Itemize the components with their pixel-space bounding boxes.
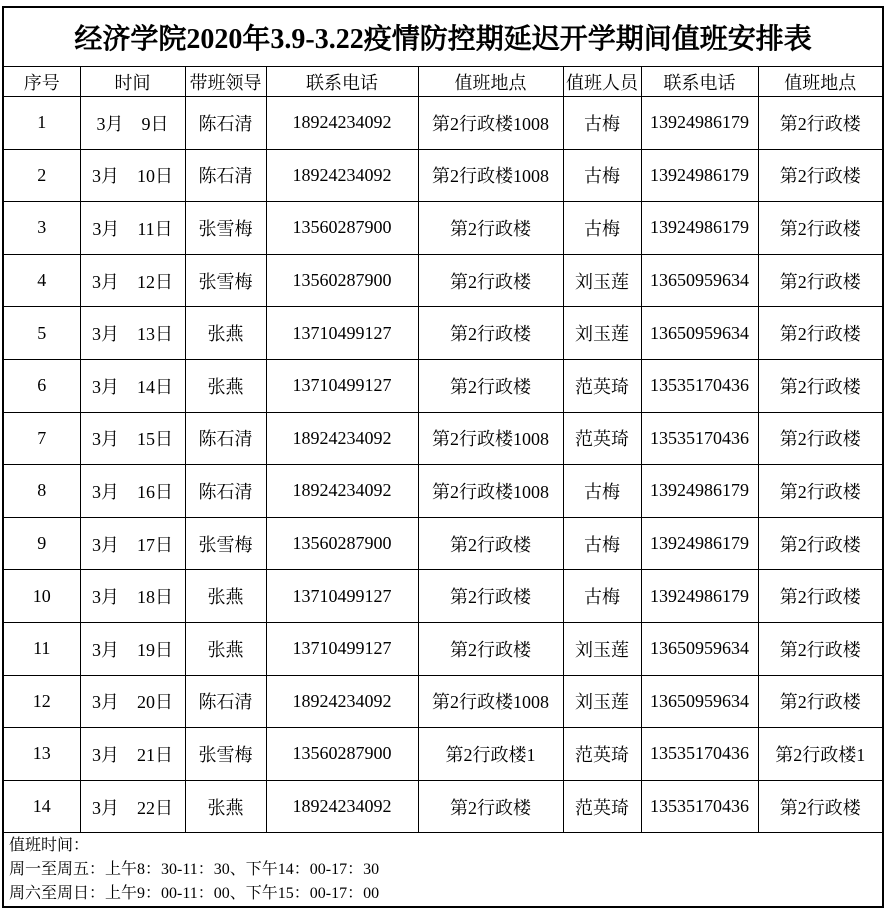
cell: 张燕 — [185, 780, 266, 833]
cell: 张雪梅 — [185, 202, 266, 255]
table-row — [3, 149, 883, 202]
cell: 范英琦 — [563, 728, 641, 781]
cell: 古梅 — [563, 570, 641, 623]
duty-hours-note — [3, 833, 883, 908]
cell: 第2行政楼 — [418, 570, 563, 623]
table-row — [3, 202, 883, 255]
cell: 13535170436 — [641, 728, 758, 781]
duty-hours-title: 值班时间： — [9, 836, 90, 854]
column-header: 值班地点 — [418, 67, 563, 97]
cell: 3月 22日 — [80, 780, 185, 833]
cell: 第2行政楼 — [758, 465, 883, 518]
cell: 13560287900 — [266, 517, 418, 570]
cell: 3月 13日 — [80, 307, 185, 360]
cell: 3月 20日 — [80, 675, 185, 728]
cell: 第2行政楼 — [418, 254, 563, 307]
table-row — [3, 728, 883, 781]
cell: 13924986179 — [641, 465, 758, 518]
cell: 5 — [3, 307, 80, 360]
cell: 第2行政楼 — [758, 97, 883, 150]
cell: 张雪梅 — [185, 254, 266, 307]
cell: 9 — [3, 517, 80, 570]
footer-row — [3, 833, 883, 908]
cell: 2 — [3, 149, 80, 202]
cell: 张燕 — [185, 622, 266, 675]
cell: 第2行政楼 — [418, 359, 563, 412]
cell: 第2行政楼 — [758, 412, 883, 465]
column-header: 联系电话 — [266, 67, 418, 97]
cell: 13535170436 — [641, 359, 758, 412]
cell: 第2行政楼1008 — [418, 97, 563, 150]
cell: 3月 17日 — [80, 517, 185, 570]
cell: 3 — [3, 202, 80, 255]
table-body — [3, 97, 883, 833]
cell: 第2行政楼1 — [418, 728, 563, 781]
cell: 3月 9日 — [80, 97, 185, 150]
cell: 第2行政楼 — [758, 359, 883, 412]
page-title: 经济学院2020年3.9-3.22疫情防控期延迟开学期间值班安排表 — [3, 7, 883, 67]
cell: 第2行政楼 — [418, 517, 563, 570]
column-header: 值班人员 — [563, 67, 641, 97]
cell: 1 — [3, 97, 80, 150]
cell: 张雪梅 — [185, 728, 266, 781]
duty-schedule-table — [2, 6, 884, 908]
cell: 13650959634 — [641, 254, 758, 307]
cell: 第2行政楼 — [758, 570, 883, 623]
cell: 3月 16日 — [80, 465, 185, 518]
table-row — [3, 517, 883, 570]
column-header: 值班地点 — [758, 67, 883, 97]
cell: 3月 12日 — [80, 254, 185, 307]
cell: 古梅 — [563, 465, 641, 518]
cell: 第2行政楼1008 — [418, 465, 563, 518]
cell: 第2行政楼 — [758, 254, 883, 307]
header-row — [3, 67, 883, 97]
cell: 第2行政楼 — [418, 202, 563, 255]
cell: 8 — [3, 465, 80, 518]
cell: 13650959634 — [641, 307, 758, 360]
cell: 第2行政楼 — [758, 307, 883, 360]
cell: 7 — [3, 412, 80, 465]
cell: 13924986179 — [641, 517, 758, 570]
cell: 13710499127 — [266, 570, 418, 623]
cell: 13650959634 — [641, 675, 758, 728]
cell: 14 — [3, 780, 80, 833]
cell: 陈石清 — [185, 97, 266, 150]
cell: 18924234092 — [266, 97, 418, 150]
cell: 刘玉莲 — [563, 307, 641, 360]
cell: 18924234092 — [266, 780, 418, 833]
cell: 刘玉莲 — [563, 675, 641, 728]
column-header: 序号 — [3, 67, 80, 97]
cell: 13924986179 — [641, 149, 758, 202]
cell: 13924986179 — [641, 202, 758, 255]
cell: 范英琦 — [563, 412, 641, 465]
cell: 3月 21日 — [80, 728, 185, 781]
cell: 3月 10日 — [80, 149, 185, 202]
duty-hours-weekend: 周六至周日：上午9：00-11：00、下午15：00-17：00 — [9, 884, 380, 902]
cell: 陈石清 — [185, 412, 266, 465]
table-row — [3, 359, 883, 412]
cell: 古梅 — [563, 202, 641, 255]
cell: 第2行政楼 — [418, 780, 563, 833]
title-row — [3, 7, 883, 67]
cell: 刘玉莲 — [563, 254, 641, 307]
cell: 范英琦 — [563, 359, 641, 412]
cell: 6 — [3, 359, 80, 412]
cell: 13535170436 — [641, 412, 758, 465]
cell: 第2行政楼 — [758, 622, 883, 675]
cell: 13560287900 — [266, 254, 418, 307]
cell: 13650959634 — [641, 622, 758, 675]
cell: 4 — [3, 254, 80, 307]
cell: 12 — [3, 675, 80, 728]
cell: 13924986179 — [641, 97, 758, 150]
cell: 张雪梅 — [185, 517, 266, 570]
cell: 13924986179 — [641, 570, 758, 623]
table-row — [3, 254, 883, 307]
cell: 第2行政楼1 — [758, 728, 883, 781]
table-row — [3, 622, 883, 675]
table-row — [3, 570, 883, 623]
cell: 11 — [3, 622, 80, 675]
duty-schedule-sheet — [2, 6, 882, 908]
cell: 10 — [3, 570, 80, 623]
cell: 13560287900 — [266, 202, 418, 255]
cell: 第2行政楼 — [758, 780, 883, 833]
cell: 18924234092 — [266, 149, 418, 202]
cell: 第2行政楼 — [758, 517, 883, 570]
table-row — [3, 97, 883, 150]
cell: 18924234092 — [266, 465, 418, 518]
cell: 第2行政楼 — [418, 307, 563, 360]
cell: 第2行政楼 — [758, 675, 883, 728]
cell: 第2行政楼1008 — [418, 675, 563, 728]
cell: 13710499127 — [266, 359, 418, 412]
duty-hours-weekday: 周一至周五：上午8：30-11：30、下午14：00-17：30 — [9, 860, 380, 878]
table-row — [3, 307, 883, 360]
cell: 3月 11日 — [80, 202, 185, 255]
table-row — [3, 780, 883, 833]
cell: 3月 19日 — [80, 622, 185, 675]
cell: 第2行政楼1008 — [418, 412, 563, 465]
cell: 13710499127 — [266, 622, 418, 675]
cell: 陈石清 — [185, 675, 266, 728]
column-header: 带班领导 — [185, 67, 266, 97]
column-header: 时间 — [80, 67, 185, 97]
column-header: 联系电话 — [641, 67, 758, 97]
cell: 13 — [3, 728, 80, 781]
cell: 13560287900 — [266, 728, 418, 781]
cell: 第2行政楼 — [758, 149, 883, 202]
cell: 张燕 — [185, 307, 266, 360]
cell: 陈石清 — [185, 149, 266, 202]
cell: 18924234092 — [266, 675, 418, 728]
table-row — [3, 675, 883, 728]
cell: 陈石清 — [185, 465, 266, 518]
cell: 刘玉莲 — [563, 622, 641, 675]
cell: 古梅 — [563, 517, 641, 570]
table-row — [3, 465, 883, 518]
cell: 第2行政楼 — [758, 202, 883, 255]
cell: 古梅 — [563, 97, 641, 150]
cell: 13535170436 — [641, 780, 758, 833]
cell: 3月 14日 — [80, 359, 185, 412]
cell: 张燕 — [185, 359, 266, 412]
cell: 第2行政楼 — [418, 622, 563, 675]
cell: 张燕 — [185, 570, 266, 623]
cell: 3月 18日 — [80, 570, 185, 623]
table-row — [3, 412, 883, 465]
cell: 范英琦 — [563, 780, 641, 833]
cell: 第2行政楼1008 — [418, 149, 563, 202]
cell: 古梅 — [563, 149, 641, 202]
cell: 3月 15日 — [80, 412, 185, 465]
cell: 13710499127 — [266, 307, 418, 360]
cell: 18924234092 — [266, 412, 418, 465]
